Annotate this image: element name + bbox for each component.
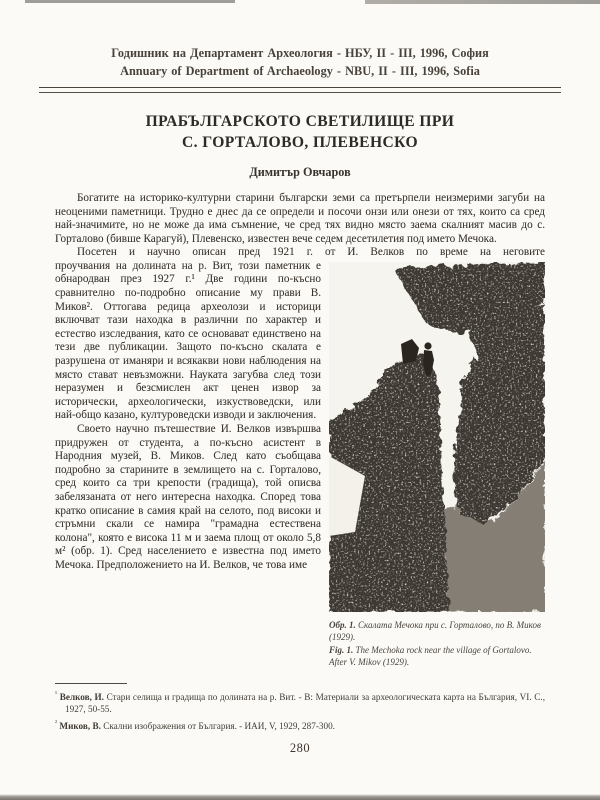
journal-header [55,44,545,81]
rock-photo [329,262,545,612]
footnote-2-marker: ² [55,719,58,728]
article-author: Димитър Овчаров [249,164,351,179]
page-number: 280 [289,741,311,756]
article-title [55,111,545,154]
journal-header-bulgarian: Годишник на Департамент Археология - НБУ, II - III, 1996, София [111,46,489,60]
figure-caption [329,619,545,669]
scan-artifact-top-right [365,0,600,4]
footnote-1-marker: ¹ [55,689,58,698]
scan-artifact-bottom [0,794,600,800]
caption-text-english: The Mechoka rock near the village of Gortalovo. After V. Mikov (1929). [329,644,532,668]
footnote-2-text: Скални изображения от България. - ИАИ, V, 1929, 287-300. [100,721,335,732]
scan-artifact-top-left [25,0,235,3]
figure-1 [329,262,545,669]
figure-person-right-head [424,342,431,349]
footnote-1 [55,691,545,715]
footnote-2-author: Миков, В. [59,721,101,732]
caption-label-bulgarian: Обр. 1. [329,619,356,630]
article-title-line1: ПРАБЪЛГАРСКОТО СВЕТИЛИЩЕ ПРИ [145,112,455,130]
paragraph-2-first-line: Посетен и научно описан пред 1921 г. от И. Велков по време на неговите [77,246,545,259]
page-content [55,44,545,756]
paragraph-3: Своето научно пътешествие И. Велков извършва придружен от студента, а по-късно асистент в Народния музей, В. Миков. След като съобщава подробно за старините в землището на с. Горталово, сред които са три крепости (градища), той описва забелязаната от него интересна находка. Според това кратко описание в самия край на селото, под високи и стръмни скали се намира "грамадна естествена колона", която е висока 11 м и заема площ от около 5,8 м² (обр. 1). Сред населението е известна под името Мечока. Предположението на И. Велков, че това име [55,423,321,571]
rock-photo-illustration [329,262,545,612]
paragraph-1: Богатите на историко-културни старини български земи са претърпели неизмерими загуби на неоценими паметници. Трудно е днес да се определи и посочи онзи или онези от тях, които са сред най-значимите, но не може да има съмнение, че сред тях видно място заема скалният масив до с. Горталово (бивше Карагуй), Плевенско, известен вече седем десетилетия под името Мечока. [55,191,545,245]
article-title-line2: С. ГОРТАЛОВО, ПЛЕВЕНСКО [182,134,418,152]
footnote-1-text: Стари селища и градища по долината на р. Вит. - В: Материали за археологическата карта на България, VI. С., 1927, 50-55. [65,691,545,715]
footnotes [55,683,545,733]
caption-text-bulgarian: Скалата Мечока при с. Горталово, по В. Миков (1929). [329,619,541,643]
header-double-rule [39,87,561,93]
footnote-separator [55,683,127,684]
footnote-1-author: Велков, И. [59,691,104,702]
two-column-zone [55,260,545,673]
caption-label-english: Fig. 1. [329,644,354,655]
footnote-2 [55,720,545,732]
scan-artifact-smudge [566,2,600,72]
paragraph-2-rest: проучвания на долината на р. Вит, този паметник е обнародван през 1927 г.¹ Две години по-късно сравнително по-подробно описание му прави В. Миков². Оттогава редица археолози и историци включват тази находка в различни по характер и естество изследвания, като се основават единствено на тези две публикации. Защото по-късно скалата е разрушена от иманяри и всякакви нови наблюдения на място стават невъзможни. Науката загубва след този неразумен и безсмислен акт ценен извор за исторически, археологически, изкуствоведски, или най-общо казано, културоведски изводи и заключения. [55,259,321,422]
journal-header-english: Annuary of Department of Archaeology - NBU, II - III, 1996, Sofia [120,64,480,79]
